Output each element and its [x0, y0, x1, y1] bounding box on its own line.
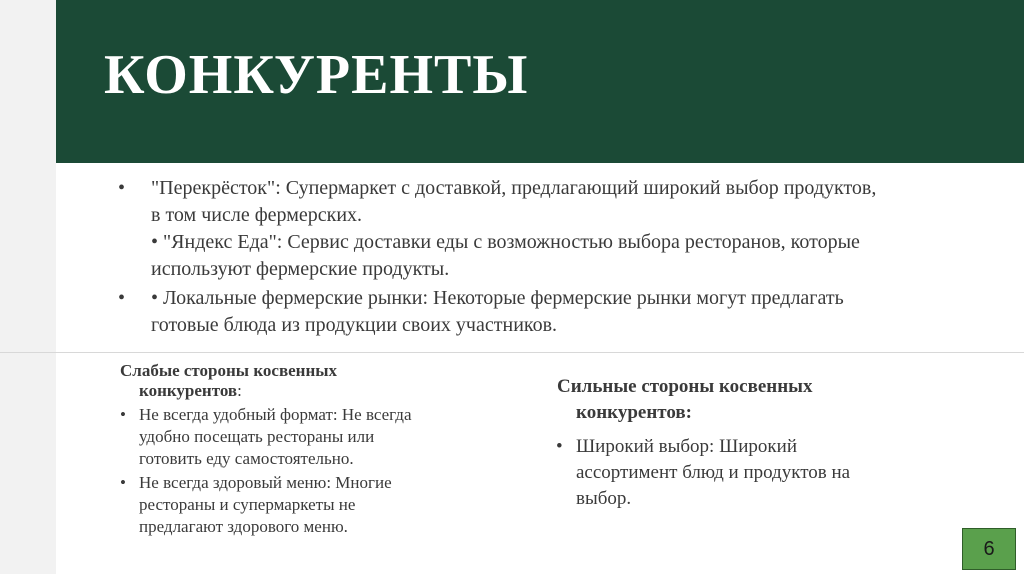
- page-number-badge: 6: [962, 528, 1016, 570]
- competitor-3-line-2: готовые блюда из продукции своих участников.: [151, 314, 558, 336]
- bullet-icon: •: [120, 405, 126, 424]
- strong-item-1-line-2: ассортимент блюд и продуктов на: [576, 462, 851, 483]
- competitor-2-line-1: • "Яндекс Еда": Сервис доставки еды с возможностью выбора ресторанов, которые: [151, 231, 860, 253]
- competitor-3-line-1: • Локальные фермерские рынки: Некоторые фермерские рынки могут предлагать: [151, 287, 844, 309]
- weak-item-2-line-1: Не всегда здоровый меню: Многие: [139, 473, 392, 492]
- competitor-2-line-2: используют фермерские продукты.: [151, 258, 450, 280]
- bullet-icon: •: [120, 473, 126, 492]
- weak-heading-line-2: конкурентов:: [139, 381, 242, 400]
- weak-item-2-line-2: рестораны и супермаркеты не: [139, 495, 356, 514]
- weak-heading-line-1: Слабые стороны косвенных: [120, 361, 338, 380]
- section-divider: [0, 352, 1024, 353]
- competitor-1-line-2: в том числе фермерских.: [151, 204, 363, 226]
- bullet-icon: •: [118, 177, 126, 199]
- bullet-icon: •: [118, 287, 126, 309]
- weak-item-1-line-3: готовить еду самостоятельно.: [139, 449, 354, 468]
- strong-heading-line-2: конкурентов:: [576, 402, 692, 423]
- strong-item-1-line-3: выбор.: [576, 488, 632, 509]
- bullet-icon: •: [556, 436, 563, 457]
- weak-item-1-line-1: Не всегда удобный формат: Не всегда: [139, 405, 412, 424]
- left-margin-strip: [0, 0, 56, 574]
- competitor-1-line-1: "Перекрёсток": Супермаркет с доставкой, предлагающий широкий выбор продуктов,: [151, 177, 877, 199]
- slide-title: КОНКУРЕНТЫ: [104, 44, 529, 106]
- weak-item-2-line-3: предлагают здорового меню.: [139, 517, 348, 536]
- weak-item-1-line-2: удобно посещать рестораны или: [139, 427, 375, 446]
- strong-heading-line-1: Сильные стороны косвенных: [557, 376, 813, 397]
- strong-item-1-line-1: Широкий выбор: Широкий: [576, 436, 797, 457]
